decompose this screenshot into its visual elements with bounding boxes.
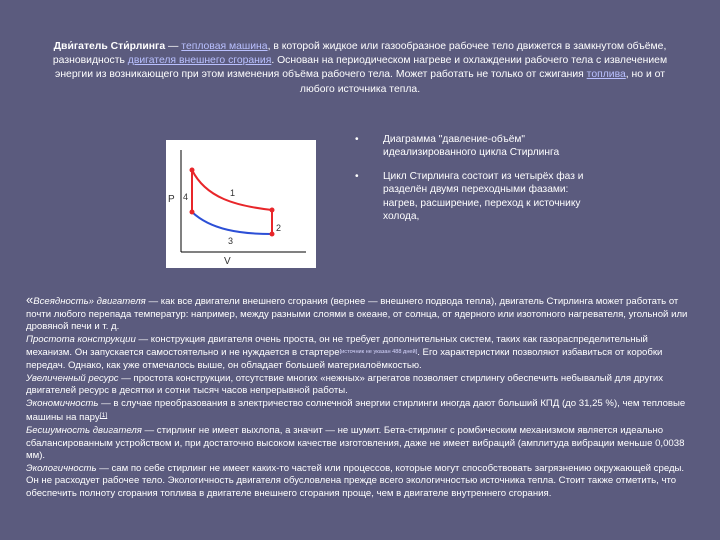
- opening-quote: «: [26, 292, 34, 307]
- citation-needed-note[interactable]: [источник не указан 488 дней]: [339, 349, 418, 356]
- term-silence: Бесшумность двигателя: [26, 424, 142, 436]
- text-efficiency: — в случае преобразования в электричество солнечной энергии стирлинги иногда дают больший КПД (до 31,25 %), чем тепловые машины на пару: [26, 397, 686, 424]
- text-ecology: — сам по себе стирлинг не имеет каких-то частей или процессов, которые могут способствовать загрязнению окружающей среды. Он не расходует рабочее тело. Экологичность двигателя обусловлена прежде всего экологичностью источника тепла. Стоит также отметить, что обеспечить полноту сгорания топлива в двигателе внешнего сгорания проще, чем в двигателе внутреннего сгорания.: [26, 462, 685, 499]
- link-external-combustion[interactable]: двигателя внешнего сгорания: [127, 55, 272, 67]
- text-simplicity: — конструкция двигателя очень проста, он не требует дополнительных систем, таких как газораспределительный механизм. Он запускается самостоятельно и не нуждается в стартере: [26, 333, 648, 359]
- bullet-text: Цикл Стирлинга состоит из четырёх фаз и разделён двумя переходными фазами: нагрев, расширение, переход к источнику холода,: [383, 170, 584, 223]
- intro-part3: , но и от любого источника тепла.: [299, 69, 665, 95]
- v-axis-label: V: [224, 256, 231, 267]
- point-1: [270, 208, 275, 213]
- point-label-3: 3: [228, 236, 234, 246]
- text-resource: — простота конструкции, отсутствие многих «нежных» агрегатов позволяет стирлингу обеспечить небывалый для других двигателей ресурс в десятки и сотни тысяч часов непрерывной работы.: [26, 372, 663, 397]
- paragraph-omnivorous: [26, 294, 694, 334]
- paragraph-resource: [26, 373, 694, 398]
- point-label-2: 2: [276, 223, 282, 233]
- paragraph-simplicity: [26, 334, 694, 373]
- p-axis-label: P: [168, 194, 175, 205]
- bullet-item: [355, 170, 585, 224]
- text-simplicity-rest: . Его характеристики позволяют избавиться от коробки передач. Однако, как уже отмечалось выше, он обладает большей материалоёмкостью.: [26, 347, 663, 371]
- bullet-marker: •: [355, 170, 359, 182]
- text-omnivorous: — как все двигатели внешнего сгорания (вернее — внешнего подвода тепла), двигатель Стирлинга может работать от почти любого перепада температур: например, между разными слоями в океане, от солнца, от ядерного или изотопного нагревателя, угольной или дровяной печи и т. д.: [26, 296, 688, 333]
- point-label-4: 4: [183, 192, 189, 202]
- link-fuel[interactable]: топлива: [586, 69, 626, 81]
- term-omnivorous: Всеядность» двигателя: [33, 296, 146, 307]
- term-resource: Увеличенный ресурс: [26, 372, 119, 384]
- text-silence: — стирлинг не имеет выхлопа, а значит — не шумит. Бета-стирлинг с ромбическим механизмом является идеально сбалансированным устройством и, при достаточно высоком качестве изготовления, даже не имеет вибраций (амплитуда вибрации меньше 0,0038 мм).: [26, 424, 685, 462]
- bullet-text: Диаграмма "давление-объём" идеализированного цикла Стирлинга: [383, 134, 560, 159]
- intro-dash: —: [165, 41, 182, 52]
- intro-paragraph: [40, 40, 680, 97]
- intro-term: Дви́гатель Сти́рлинга: [53, 41, 166, 52]
- point-2: [270, 232, 275, 237]
- advantages-text: [26, 294, 694, 501]
- bullet-list: [355, 133, 585, 233]
- term-efficiency: Экономичность: [26, 397, 99, 409]
- term-simplicity: Простота конструкции: [26, 333, 136, 345]
- intro-part1: , в которой жидкое или газообразное рабочее тело движется в замкнутом объёме, разновидность: [52, 41, 667, 67]
- paragraph-efficiency: [26, 398, 694, 425]
- bullet-item: [355, 133, 585, 160]
- pv-diagram: [166, 140, 316, 268]
- intro-part2: . Основан на периодическом нагреве и охлаждении рабочего тела с извлечением энергии из возникающего при этом изменения объёма рабочего тела. Может работать не только от сжигания: [55, 55, 668, 81]
- point-top: [190, 168, 195, 173]
- paragraph-silence: [26, 425, 694, 463]
- term-ecology: Экологичность: [26, 462, 97, 474]
- link-heat-engine[interactable]: тепловая машина: [181, 41, 268, 52]
- pv-diagram-svg: [166, 140, 316, 268]
- point-4: [190, 210, 195, 215]
- bullet-marker: •: [355, 134, 359, 145]
- point-label-1: 1: [230, 188, 236, 198]
- paragraph-ecology: [26, 463, 694, 501]
- footnote-link[interactable]: [1]: [99, 412, 108, 420]
